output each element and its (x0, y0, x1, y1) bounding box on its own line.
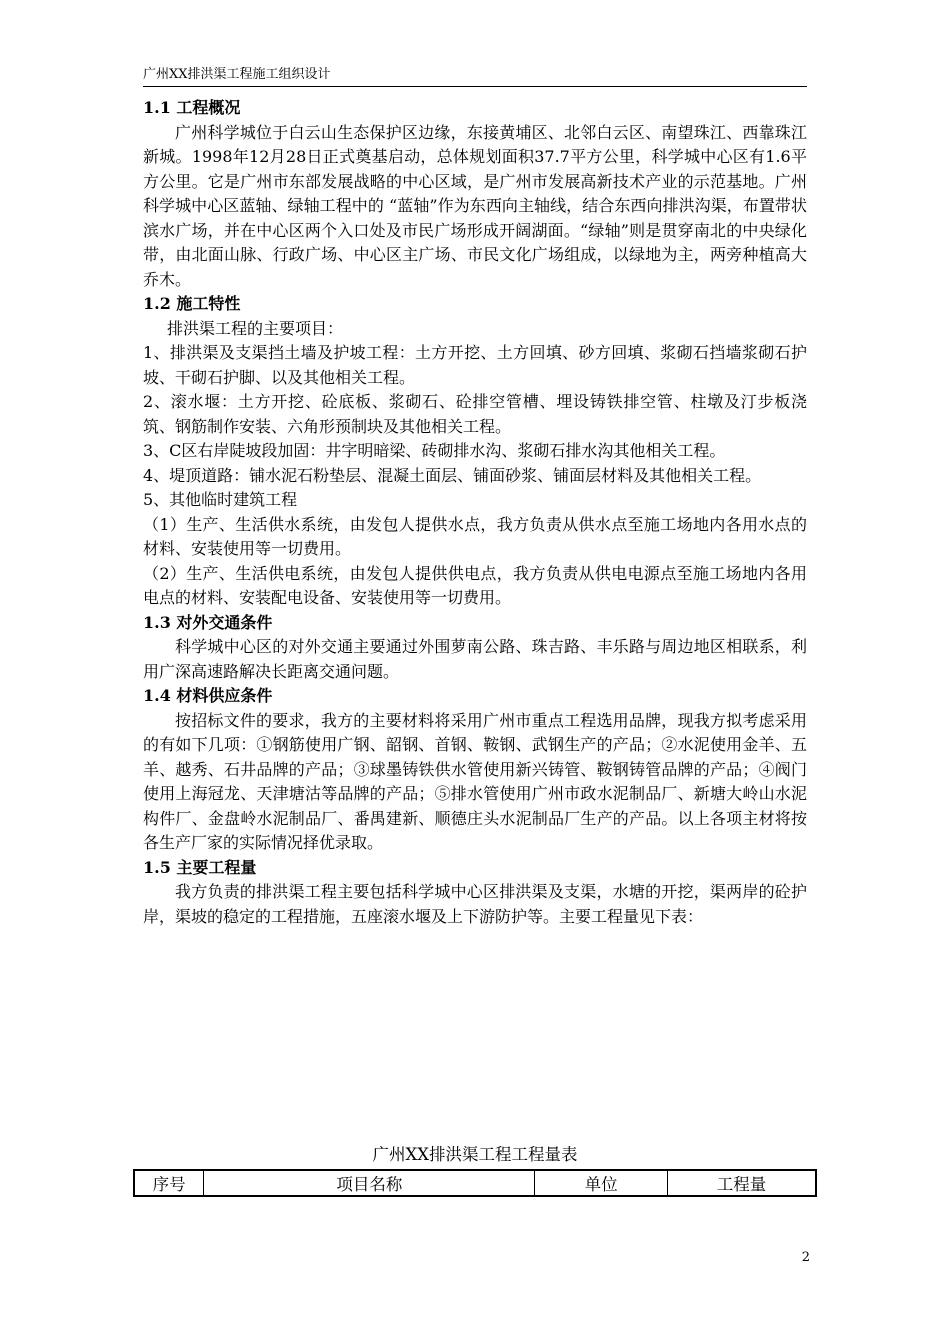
section-1-4-paragraph: 按招标文件的要求，我方的主要材料将采用广州市重点工程选用品牌，现我方拟考虑采用的有如下几项：①钢筋使用广钢、韶钢、首钢、鞍钢、武钢生产的产品；②水泥使用金羊、五羊、越秀、石井品牌的产品；③球墨铸铁供水管使用新兴铸管、鞍钢铸管品牌的产品；④阀门使用上海冠龙、天津塘沽等品牌的产品；⑤排水管使用广州市政水泥制品厂、新塘大岭山水泥构件厂、金盘岭水泥制品厂、番禺建新、顺德庄头水泥制品厂生产的产品。以上各项主材将按各生产厂家的实际情况择优录取。 (143, 710, 807, 852)
column-header-item-name: 项目名称 (204, 1170, 535, 1196)
section-1-2-item: 3、C区右岸陡坡段加固：井字明暗梁、砖砌排水沟、浆砌石排水沟其他相关工程。 (143, 441, 726, 460)
section-heading-1-3: 1.3 对外交通条件 (143, 612, 273, 632)
section-1-2-item: （1）生产、生活供水系统，由发包人提供水点，我方负责从供水点至施工场地内各用水点的材料、安装使用等一切费用。 (143, 514, 807, 558)
section-1-3-paragraph: 科学城中心区的对外交通主要通过外围萝南公路、珠吉路、丰乐路与周边地区相联系，利用广深高速路解决长距离交通问题。 (143, 637, 807, 681)
section-1-2-item: 1、排洪渠及支渠挡土墙及护坡工程：土方开挖、土方回填、砂方回填、浆砌石挡墙浆砌石护坡、干砌石护脚、以及其他相关工程。 (143, 343, 807, 387)
column-header-quantity: 工程量 (667, 1170, 816, 1196)
quantity-table (133, 1169, 817, 1197)
table-header-row (134, 1170, 816, 1196)
section-heading-1-1: 1.1 工程概况 (143, 98, 241, 117)
column-header-index: 序号 (134, 1170, 204, 1196)
section-1-2-item: 4、堤顶道路：铺水泥石粉垫层、混凝土面层、铺面砂浆、铺面层材料及其他相关工程。 (143, 465, 762, 485)
section-1-2-intro: 排洪渠工程的主要项目： (167, 318, 344, 338)
document-body (143, 96, 807, 929)
header-title: 广州XX排洪渠工程施工组织设计 (143, 67, 331, 82)
page-number: 2 (801, 1250, 810, 1265)
page-header (143, 66, 807, 87)
section-heading-1-5: 1.5 主要工程量 (143, 857, 257, 877)
section-1-2-item: 2、滚水堰：土方开挖、砼底板、浆砌石、砼排空管槽、埋设铸铁排空管、柱墩及汀步板浇筑、钢筋制作安装、六角形预制块及其他相关工程。 (143, 392, 807, 436)
section-1-5-paragraph: 我方负责的排洪渠工程主要包括科学城中心区排洪渠及支渠，水塘的开挖，渠两岸的砼护岸，渠坡的稳定的工程措施，五座滚水堰及上下游防护等。主要工程量见下表： (143, 882, 807, 926)
section-1-1-paragraph: 广州科学城位于白云山生态保护区边缘，东接黄埔区、北邻白云区、南望珠江、西靠珠江新城。1998年12月28日正式奠基启动，总体规划面积37.7平方公里，科学城中心区有1.6平方公里。它是广州市东部发展战略的中心区域，是广州市发展高新技术产业的示范基地。广州科学城中心区蓝轴、绿轴工程中的 “蓝轴”作为东西向主轴线，结合东西向排洪沟渠，布置带状滨水广场，并在中心区两个入口处及市民广场形成开阔湖面。“绿轴”则是贯穿南北的中央绿化带，由北面山脉、行政广场、中心区主广场、市民文化广场组成，以绿地为主，两旁种植高大乔木。 (143, 122, 807, 289)
section-heading-1-4: 1.4 材料供应条件 (143, 686, 273, 705)
table-title: 广州XX排洪渠工程工程量表 (372, 1145, 578, 1164)
section-1-2-item: 5、其他临时建筑工程 (143, 490, 298, 509)
section-1-2-item: （2）生产、生活供电系统，由发包人提供供电点，我方负责从供电电源点至施工场地内各用电点的材料、安装配电设备、安装使用等一切费用。 (143, 563, 807, 607)
column-header-unit: 单位 (535, 1170, 668, 1196)
section-heading-1-2: 1.2 施工特性 (143, 294, 241, 313)
